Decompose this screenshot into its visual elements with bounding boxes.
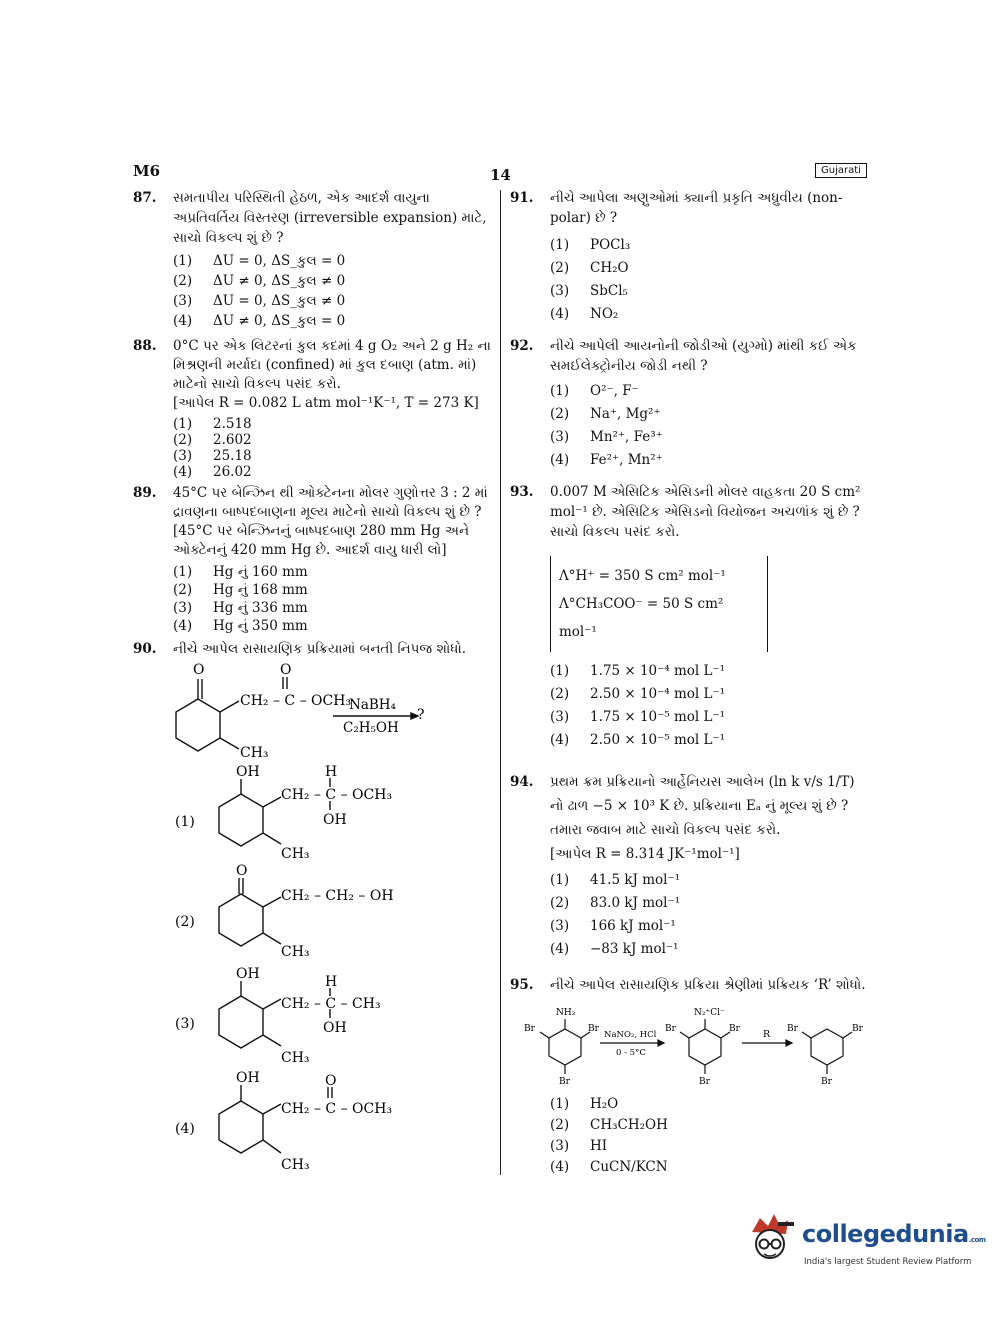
option-number: (2) bbox=[550, 406, 570, 422]
methyl-label: CH₃ bbox=[281, 846, 310, 862]
bromo-label: Br bbox=[524, 1024, 535, 1034]
option-text: 25.18 bbox=[213, 448, 252, 464]
option[interactable] bbox=[173, 464, 493, 480]
option[interactable] bbox=[173, 291, 493, 311]
option-number: (1) bbox=[175, 814, 195, 830]
question-text: નીચે આપેલા અણુઓમાં ક્યાની પ્રકૃતિ અધ્રુવીય (non-polar) છે ? bbox=[550, 190, 843, 226]
diazonium-label: N₂⁺Cl⁻ bbox=[694, 1008, 725, 1018]
question-number: 91. bbox=[510, 190, 534, 206]
option[interactable] bbox=[550, 1157, 870, 1178]
option[interactable] bbox=[173, 271, 493, 291]
question-number: 95. bbox=[510, 977, 534, 993]
option-number: (2) bbox=[173, 432, 193, 448]
option-text: Na⁺, Mg²⁺ bbox=[590, 406, 661, 422]
option-text: ΔU ≠ 0, ΔS_કુલ ≠ 0 bbox=[213, 273, 346, 289]
hydrogen-label: H bbox=[325, 974, 338, 990]
option-text: 2.602 bbox=[213, 432, 252, 448]
option-number: (1) bbox=[173, 253, 193, 269]
option-number: (3) bbox=[173, 293, 193, 309]
option-number: (1) bbox=[550, 663, 570, 679]
option-number: (1) bbox=[550, 383, 570, 399]
option-number: (4) bbox=[550, 306, 570, 322]
question-text: સમતાપીય પરિસ્થિતી હેઠળ, એક આદર્શ વાયુના અપ્રતિવર્તિય વિસ્તરણ (irreversible expansion) માટે, સાચો વિકલ્પ શું છે ? bbox=[173, 190, 487, 246]
option[interactable] bbox=[173, 563, 493, 581]
question-95 bbox=[510, 975, 870, 995]
bromo-label: Br bbox=[787, 1024, 798, 1034]
option[interactable] bbox=[550, 683, 870, 706]
reagent-top: NaBH₄ bbox=[349, 697, 396, 713]
question-89 bbox=[133, 484, 493, 635]
reagent-bottom: C₂H₅OH bbox=[343, 720, 399, 736]
option-text: HI bbox=[590, 1138, 608, 1154]
question-95-options bbox=[510, 1094, 870, 1178]
methyl-label: CH₃ bbox=[281, 944, 310, 960]
option[interactable] bbox=[550, 915, 870, 938]
reagent-r: R bbox=[763, 1029, 771, 1040]
collegedunia-logo[interactable] bbox=[742, 1210, 986, 1280]
option-number: (2) bbox=[550, 260, 570, 276]
option-text: Hg નું 160 mm bbox=[213, 564, 308, 580]
left-column bbox=[133, 188, 493, 1179]
option[interactable] bbox=[550, 729, 870, 752]
options bbox=[550, 380, 870, 472]
option-text: ΔU = 0, ΔS_કુલ ≠ 0 bbox=[213, 293, 346, 309]
option-number: (1) bbox=[550, 237, 570, 253]
option-number: (1) bbox=[173, 564, 193, 580]
option[interactable] bbox=[550, 280, 870, 303]
question-90 bbox=[133, 639, 493, 659]
box-line-1: Λ°H⁺ = 350 S cm² mol⁻¹ bbox=[559, 568, 726, 584]
ester-chain-label: CH₂ – C – OCH₃ bbox=[281, 787, 393, 803]
option-text: SbCl₅ bbox=[590, 283, 628, 299]
language-badge: Gujarati bbox=[815, 163, 867, 178]
question-number: 92. bbox=[510, 338, 534, 354]
option-number: (1) bbox=[550, 872, 570, 888]
hydrogen-label: H bbox=[325, 764, 338, 780]
options bbox=[550, 660, 870, 752]
option-number: (4) bbox=[173, 464, 193, 480]
hydroxyl-label: OH bbox=[236, 764, 260, 780]
question-text: 0°C પર એક લિટરનાં કુલ કદમાં 4 g O₂ અને 2 g H₂ ના મિશ્રણની મર્યાદા (confined) માં કુલ દબાણ (atm. માં) માટેનો સાચો વિકલ્પ પસંદ કરો. bbox=[173, 338, 491, 392]
question-text: નીચે આપેલ રાસાયણિક પ્રક્રિયામાં બનતી નિપજ શોધો. bbox=[173, 641, 466, 657]
option-number: (3) bbox=[550, 1138, 570, 1154]
options bbox=[173, 251, 493, 331]
hydroxyl-label: OH bbox=[323, 812, 347, 828]
option[interactable] bbox=[550, 869, 870, 892]
option-text: 2.50 × 10⁻⁴ mol L⁻¹ bbox=[590, 686, 725, 702]
option[interactable] bbox=[550, 892, 870, 915]
question-text: નીચે આપેલી આયનોની જોડીઓ (યુગ્મો) માંથી કઈ એક સમઈલેક્ટ્રોનીય જોડી નથી ? bbox=[550, 338, 857, 374]
q90-option-2[interactable] bbox=[133, 864, 493, 964]
options bbox=[550, 234, 870, 326]
option-text: CH₃CH₂OH bbox=[590, 1117, 668, 1133]
option-number: (2) bbox=[175, 914, 195, 930]
right-column bbox=[510, 188, 870, 1178]
bromo-label: Br bbox=[821, 1077, 832, 1087]
option-number: (1) bbox=[173, 416, 193, 432]
bromo-label: Br bbox=[665, 1024, 676, 1034]
question-mark: ? bbox=[417, 707, 425, 723]
question-number: 94. bbox=[510, 774, 534, 790]
question-91 bbox=[510, 188, 870, 326]
option-text: POCl₃ bbox=[590, 237, 631, 253]
given-data: [આપેલ R = 8.314 JK⁻¹mol⁻¹] bbox=[550, 846, 740, 862]
reagent-1: NaNO₂, HCl bbox=[604, 1030, 657, 1040]
question-text: 0.007 M એસિટિક એસિડની મોલર વાહકતા 20 S cm² mol⁻¹ છે. એસિટિક એસિડનો વિયોજન અચળાંક શું છે ? સાચો વિકલ્પ પસંદ કરો. bbox=[550, 484, 861, 540]
option-number: (4) bbox=[550, 941, 570, 957]
option[interactable] bbox=[173, 311, 493, 331]
conductivity-box bbox=[550, 556, 768, 652]
option[interactable] bbox=[550, 1136, 870, 1157]
brand-name-text: collegedunia bbox=[802, 1220, 969, 1248]
chain-label: CH₂ – CH₂ – OH bbox=[281, 888, 394, 904]
option-text: 1.75 × 10⁻⁴ mol L⁻¹ bbox=[590, 663, 725, 679]
option[interactable] bbox=[173, 448, 493, 464]
option[interactable] bbox=[550, 380, 870, 403]
option-text: CuCN/KCN bbox=[590, 1159, 668, 1175]
methyl-label: CH₃ bbox=[281, 1050, 310, 1066]
option[interactable] bbox=[173, 599, 493, 617]
option[interactable] bbox=[550, 257, 870, 280]
option-number: (3) bbox=[173, 600, 193, 616]
option-number: (4) bbox=[173, 618, 193, 634]
option-number: (4) bbox=[550, 732, 570, 748]
ester-o-label: O bbox=[280, 662, 292, 678]
question-92 bbox=[510, 336, 870, 472]
option-text: 41.5 kJ mol⁻¹ bbox=[590, 872, 681, 888]
question-93 bbox=[510, 482, 870, 752]
paper-code: M6 bbox=[133, 162, 161, 180]
bromo-label: Br bbox=[699, 1077, 710, 1087]
box-line-2: Λ°CH₃COO⁻ = 50 S cm² mol⁻¹ bbox=[559, 596, 724, 640]
options bbox=[550, 869, 870, 961]
option-number: (4) bbox=[173, 313, 193, 329]
methyl-label: CH₃ bbox=[240, 745, 269, 761]
question-number: 87. bbox=[133, 190, 157, 206]
option[interactable] bbox=[173, 617, 493, 635]
option-number: (1) bbox=[550, 1096, 570, 1112]
option-text: 1.75 × 10⁻⁵ mol L⁻¹ bbox=[590, 709, 725, 725]
option-number: (2) bbox=[173, 273, 193, 289]
option[interactable] bbox=[550, 403, 870, 426]
options bbox=[550, 1094, 870, 1178]
option-number: (4) bbox=[175, 1121, 195, 1137]
q90-option-3[interactable] bbox=[133, 964, 493, 1069]
hydroxyl-label: OH bbox=[323, 1020, 347, 1036]
option-text: Mn²⁺, Fe³⁺ bbox=[590, 429, 663, 445]
brand-tagline: India's largest Student Review Platform bbox=[804, 1257, 972, 1267]
reagent-1-condition: 0 - 5°C bbox=[616, 1048, 646, 1058]
option[interactable] bbox=[173, 416, 493, 432]
option-text: −83 kJ mol⁻¹ bbox=[590, 941, 679, 957]
brand-name bbox=[802, 1220, 986, 1248]
q90-reactant-scheme bbox=[133, 659, 493, 764]
option[interactable] bbox=[173, 581, 493, 599]
option[interactable] bbox=[550, 660, 870, 683]
option[interactable] bbox=[550, 426, 870, 449]
option-text: ΔU ≠ 0, ΔS_કુલ = 0 bbox=[213, 313, 346, 329]
bromo-label: Br bbox=[559, 1077, 570, 1087]
option-text: 2.518 bbox=[213, 416, 252, 432]
hydroxyl-label: OH bbox=[236, 1070, 260, 1086]
bromo-label: Br bbox=[852, 1024, 863, 1034]
question-number: 89. bbox=[133, 485, 157, 501]
option-number: (2) bbox=[173, 582, 193, 598]
question-87 bbox=[133, 188, 493, 331]
mascot-icon bbox=[742, 1210, 800, 1272]
option-text: 2.50 × 10⁻⁵ mol L⁻¹ bbox=[590, 732, 725, 748]
option[interactable] bbox=[173, 432, 493, 448]
option-text: Fe²⁺, Mn²⁺ bbox=[590, 452, 663, 468]
options bbox=[173, 416, 493, 480]
option-number: (3) bbox=[550, 918, 570, 934]
question-number: 90. bbox=[133, 641, 157, 657]
option-text: CH₂O bbox=[590, 260, 629, 276]
option-number: (4) bbox=[550, 1159, 570, 1175]
bromo-label: Br bbox=[588, 1024, 599, 1034]
option-number: (2) bbox=[550, 1117, 570, 1133]
question-88 bbox=[133, 337, 493, 480]
chain-label: CH₂ – C – CH₃ bbox=[281, 996, 381, 1012]
q90-option-1[interactable] bbox=[133, 764, 493, 864]
ester-chain-label: CH₂ – C – OCH₃ bbox=[281, 1101, 393, 1117]
methyl-label: CH₃ bbox=[281, 1157, 310, 1173]
option-number: (4) bbox=[550, 452, 570, 468]
option[interactable] bbox=[550, 303, 870, 326]
ester-chain-label: CH₂ – C – OCH₃ bbox=[240, 693, 352, 709]
options bbox=[173, 563, 493, 635]
option-number: (3) bbox=[550, 283, 570, 299]
option-text: O²⁻, F⁻ bbox=[590, 383, 639, 399]
option-number: (2) bbox=[550, 686, 570, 702]
option[interactable] bbox=[550, 1115, 870, 1136]
question-text: પ્રથમ ક્રમ પ્રક્રિયાનો આર્હેનિયસ આલેખ (ln k v/s 1/T) નો ઢાળ −5 × 10³ K છે. પ્રક્રિયાના Eₐ નું મૂલ્ય શું છે ? તમારા જવાબ માટે સાચો વિકલ્પ પસંદ કરો. bbox=[550, 774, 855, 838]
page-header bbox=[0, 160, 1000, 184]
option[interactable] bbox=[173, 251, 493, 271]
question-number: 88. bbox=[133, 338, 157, 354]
ester-o-label: O bbox=[325, 1073, 337, 1089]
option[interactable] bbox=[550, 706, 870, 729]
option-number: (3) bbox=[550, 429, 570, 445]
question-94 bbox=[510, 770, 870, 961]
option-text: 26.02 bbox=[213, 464, 252, 480]
option-text: H₂O bbox=[590, 1096, 619, 1112]
q90-option-4[interactable] bbox=[133, 1069, 493, 1179]
carbonyl-o-label: O bbox=[236, 864, 248, 879]
option-text: ΔU = 0, ΔS_કુલ = 0 bbox=[213, 253, 346, 269]
brand-suffix: .com bbox=[968, 1236, 986, 1244]
given-data: [આપેલ R = 0.082 L atm mol⁻¹K⁻¹, T = 273 K] bbox=[173, 395, 479, 411]
option-text: Hg નું 168 mm bbox=[213, 582, 308, 598]
option[interactable] bbox=[550, 449, 870, 472]
question-number: 93. bbox=[510, 484, 534, 500]
column-divider bbox=[500, 190, 501, 1175]
option-number: (3) bbox=[173, 448, 193, 464]
bromo-label: Br bbox=[729, 1024, 740, 1034]
given-data: [45°C પર બેન્ઝિનનું બાષ્પદબાણ 280 mm Hg અને ઓક્ટેનનું 420 mm Hg છે. આદર્શ વાયુ ધારી લો] bbox=[173, 523, 470, 558]
question-text: 45°C પર બેન્ઝિન થી ઓક્ટેનના મોલર ગુણોત્તર 3 : 2 માં દ્રાવણના બાષ્પદબાણના મૂલ્ય માટેનો સાચો વિકલ્પ શું છે ? bbox=[173, 485, 488, 520]
option-text: 166 kJ mol⁻¹ bbox=[590, 918, 676, 934]
amine-label: NH₂ bbox=[556, 1008, 576, 1018]
option[interactable] bbox=[550, 234, 870, 257]
option-text: 83.0 kJ mol⁻¹ bbox=[590, 895, 681, 911]
hydroxyl-label: OH bbox=[236, 966, 260, 982]
q95-reaction-scheme bbox=[510, 999, 870, 1091]
option-text: NO₂ bbox=[590, 306, 619, 322]
option[interactable] bbox=[550, 1094, 870, 1115]
page-number: 14 bbox=[490, 166, 511, 184]
option-number: (2) bbox=[550, 895, 570, 911]
option-number: (3) bbox=[550, 709, 570, 725]
option-text: Hg નું 336 mm bbox=[213, 600, 308, 616]
carbonyl-o-label: O bbox=[193, 662, 205, 678]
option[interactable] bbox=[550, 938, 870, 961]
option-text: Hg નું 350 mm bbox=[213, 618, 308, 634]
question-text: નીચે આપેલ રાસાયણિક પ્રક્રિયા શ્રેણીમાં પ્રક્રિયક ‘R’ શોધો. bbox=[550, 977, 866, 993]
option-number: (3) bbox=[175, 1016, 195, 1032]
